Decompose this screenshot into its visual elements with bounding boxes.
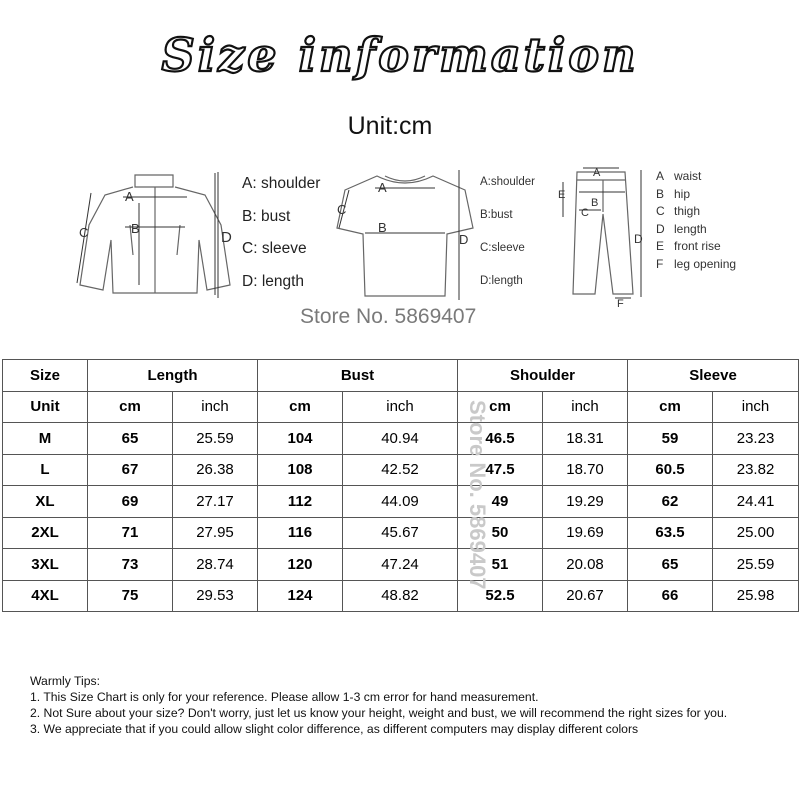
subheader-unit: Unit (3, 391, 88, 423)
jacket-legend-key: D: (242, 272, 258, 290)
cell-sleeve-inch: 25.59 (713, 549, 799, 581)
cell-size: 3XL (3, 549, 88, 581)
cell-shoulder-inch: 19.69 (543, 517, 628, 549)
cell-size: M (3, 423, 88, 455)
subheader-inch: inch (343, 391, 458, 423)
cell-sleeve-cm: 63.5 (628, 517, 713, 549)
tip-item: 1. This Size Chart is only for your reference. Please allow 1-3 cm error for hand measurement. (30, 690, 539, 704)
jacket-legend-text: bust (260, 207, 291, 225)
cell-length-inch: 25.59 (173, 423, 258, 455)
cell-bust-cm: 124 (258, 580, 343, 612)
pants-legend-text: leg opening (674, 256, 737, 271)
cell-sleeve-inch: 24.41 (713, 486, 799, 518)
cell-length-inch: 27.17 (173, 486, 258, 518)
cell-shoulder-cm: 51 (458, 549, 543, 581)
cell-bust-cm: 112 (258, 486, 343, 518)
pants-legend-key: A (656, 169, 665, 183)
cell-length-cm: 65 (88, 423, 173, 455)
cell-length-inch: 28.74 (173, 549, 258, 581)
cell-sleeve-cm: 60.5 (628, 454, 713, 486)
cell-size: 2XL (3, 517, 88, 549)
table-row (3, 423, 799, 455)
pants-legend-key: F (656, 256, 664, 271)
pants-legend-key: E (656, 239, 665, 253)
tshirt-legend-item: D:length (480, 275, 523, 287)
subheader-inch: inch (543, 391, 628, 423)
cell-bust-inch: 48.82 (343, 580, 458, 612)
cell-sleeve-cm: 62 (628, 486, 713, 518)
warmly-tips (30, 673, 727, 737)
cell-sleeve-inch: 25.98 (713, 580, 799, 612)
cell-shoulder-cm: 46.5 (458, 423, 543, 455)
cell-length-cm: 69 (88, 486, 173, 518)
jacket-label-c: C (79, 225, 89, 240)
cell-shoulder-cm: 49 (458, 486, 543, 518)
store-label: Store No. 5869407 (300, 305, 477, 328)
jacket-legend (242, 168, 320, 298)
header-sleeve: Sleeve (628, 360, 799, 392)
header-size: Size (3, 360, 88, 392)
pants-label-c: C (581, 207, 589, 219)
cell-length-cm: 75 (88, 580, 173, 612)
pants-label-d: D (634, 232, 643, 246)
tshirt-legend-item: B:bust (480, 209, 513, 221)
pants-label-b: B (591, 197, 599, 209)
cell-length-inch: 27.95 (173, 517, 258, 549)
cell-bust-inch: 47.24 (343, 549, 458, 581)
tshirt-label-b: B (378, 220, 387, 235)
cell-bust-inch: 42.52 (343, 454, 458, 486)
pants-legend-key: C (656, 204, 665, 218)
pants-label-a: A (593, 167, 601, 179)
pants-legend (656, 168, 736, 273)
tshirt-legend (480, 166, 535, 298)
cell-sleeve-inch: 25.00 (713, 517, 799, 549)
pants-legend-text: waist (674, 169, 702, 183)
subheader-cm: cm (458, 391, 543, 423)
table-row (3, 486, 799, 518)
cell-length-cm: 73 (88, 549, 173, 581)
cell-bust-cm: 104 (258, 423, 343, 455)
cell-shoulder-inch: 18.31 (543, 423, 628, 455)
cell-bust-inch: 44.09 (343, 486, 458, 518)
tshirt-label-d: D (459, 232, 469, 247)
cell-shoulder-cm: 47.5 (458, 454, 543, 486)
header-bust: Bust (258, 360, 458, 392)
jacket-legend-text: shoulder (260, 175, 321, 192)
table-row (3, 454, 799, 486)
cell-length-cm: 67 (88, 454, 173, 486)
cell-shoulder-inch: 20.67 (543, 580, 628, 612)
cell-length-cm: 71 (88, 517, 173, 549)
cell-shoulder-cm: 50 (458, 517, 543, 549)
cell-bust-cm: 116 (258, 517, 343, 549)
table-subheader-row (3, 391, 799, 423)
header-length: Length (88, 360, 258, 392)
jacket-legend-key: B: (242, 207, 257, 225)
cell-bust-cm: 120 (258, 549, 343, 581)
jacket-label-d: D (221, 229, 232, 246)
pants-label-e: E (558, 189, 566, 201)
cell-shoulder-inch: 20.08 (543, 549, 628, 581)
cell-sleeve-cm: 59 (628, 423, 713, 455)
jacket-length-marker (215, 170, 235, 300)
tshirt-label-a: A (378, 180, 387, 195)
cell-size: L (3, 454, 88, 486)
table-row (3, 517, 799, 549)
cell-shoulder-inch: 19.29 (543, 486, 628, 518)
table-row (3, 580, 799, 612)
cell-sleeve-inch: 23.82 (713, 454, 799, 486)
cell-shoulder-inch: 18.70 (543, 454, 628, 486)
cell-size: XL (3, 486, 88, 518)
cell-bust-inch: 45.67 (343, 517, 458, 549)
table-header-row (3, 360, 799, 392)
tip-item: 3. We appreciate that if you could allow slight color difference, as different computers may display different colors (30, 722, 639, 736)
subheader-cm: cm (88, 391, 173, 423)
pants-legend-key: B (656, 186, 665, 201)
tshirt-diagram (335, 168, 475, 303)
pants-legend-text: front rise (674, 239, 721, 253)
tip-item: 2. Not Sure about your size? Don't worry, just let us know your height, weight and bust, we will recommend the right sizes for you. (30, 706, 728, 720)
table-row (3, 549, 799, 581)
pants-legend-text: thigh (674, 204, 701, 218)
pants-legend-key: D (656, 221, 665, 236)
header-shoulder: Shoulder (458, 360, 628, 392)
subheader-cm: cm (258, 391, 343, 423)
tshirt-legend-item: A:shoulder (480, 176, 535, 188)
jacket-label-b: B (131, 221, 140, 236)
size-table (2, 359, 799, 612)
cell-bust-cm: 108 (258, 454, 343, 486)
page-title: Size information (161, 28, 639, 82)
cell-shoulder-cm: 52.5 (458, 580, 543, 612)
jacket-legend-key: A: (242, 175, 257, 192)
cell-sleeve-cm: 65 (628, 549, 713, 581)
cell-sleeve-inch: 23.23 (713, 423, 799, 455)
cell-sleeve-cm: 66 (628, 580, 713, 612)
subheader-inch: inch (713, 391, 799, 423)
subheader-cm: cm (628, 391, 713, 423)
jacket-label-a: A (125, 189, 134, 204)
pants-label-f: F (617, 298, 624, 307)
tips-heading: Warmly Tips: (30, 674, 100, 688)
store-watermark: Store No. 5869407 (465, 400, 490, 590)
pants-length-marker (632, 228, 648, 248)
cell-length-inch: 26.38 (173, 454, 258, 486)
cell-length-inch: 29.53 (173, 580, 258, 612)
cell-size: 4XL (3, 580, 88, 612)
jacket-legend-text: sleeve (261, 240, 307, 257)
pants-legend-text: length (674, 221, 707, 236)
jacket-legend-key: C: (242, 240, 258, 257)
tshirt-label-c: C (337, 202, 347, 217)
unit-label: Unit:cm (347, 112, 433, 140)
tshirt-legend-item: C:sleeve (480, 242, 525, 254)
cell-bust-inch: 40.94 (343, 423, 458, 455)
subheader-inch: inch (173, 391, 258, 423)
pants-legend-text: hip (674, 186, 691, 201)
jacket-legend-text: length (261, 272, 305, 290)
jacket-diagram (75, 165, 235, 305)
